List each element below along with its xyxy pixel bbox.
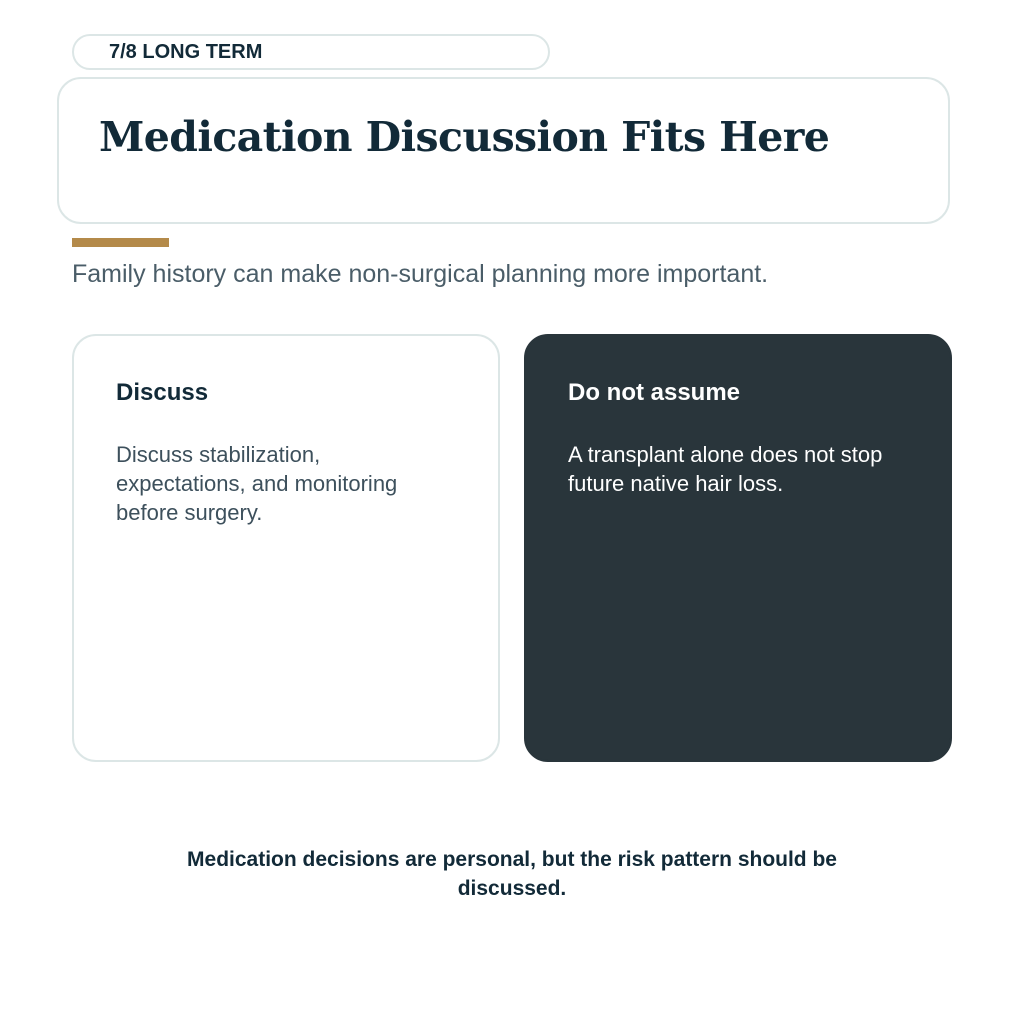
accent-divider (72, 238, 169, 247)
do-not-assume-card-heading: Do not assume (568, 379, 741, 406)
do-not-assume-card (524, 334, 952, 762)
do-not-assume-card-body: A transplant alone does not stop future native hair loss. (568, 442, 883, 496)
discuss-card-heading: Discuss (116, 379, 209, 406)
step-indicator (72, 34, 550, 70)
title-panel (57, 77, 950, 224)
page-title: Medication Discussion Fits Here (99, 113, 830, 161)
discuss-card-body: Discuss stabilization, expectations, and monitoring before surgery. (116, 442, 398, 525)
footer-note: Medication decisions are personal, but the risk pattern should be discussed. (187, 848, 837, 900)
discuss-card (72, 334, 500, 762)
step-label: 7/8 LONG TERM (109, 40, 263, 63)
page-subtitle: Family history can make non-surgical planning more important. (72, 260, 769, 288)
